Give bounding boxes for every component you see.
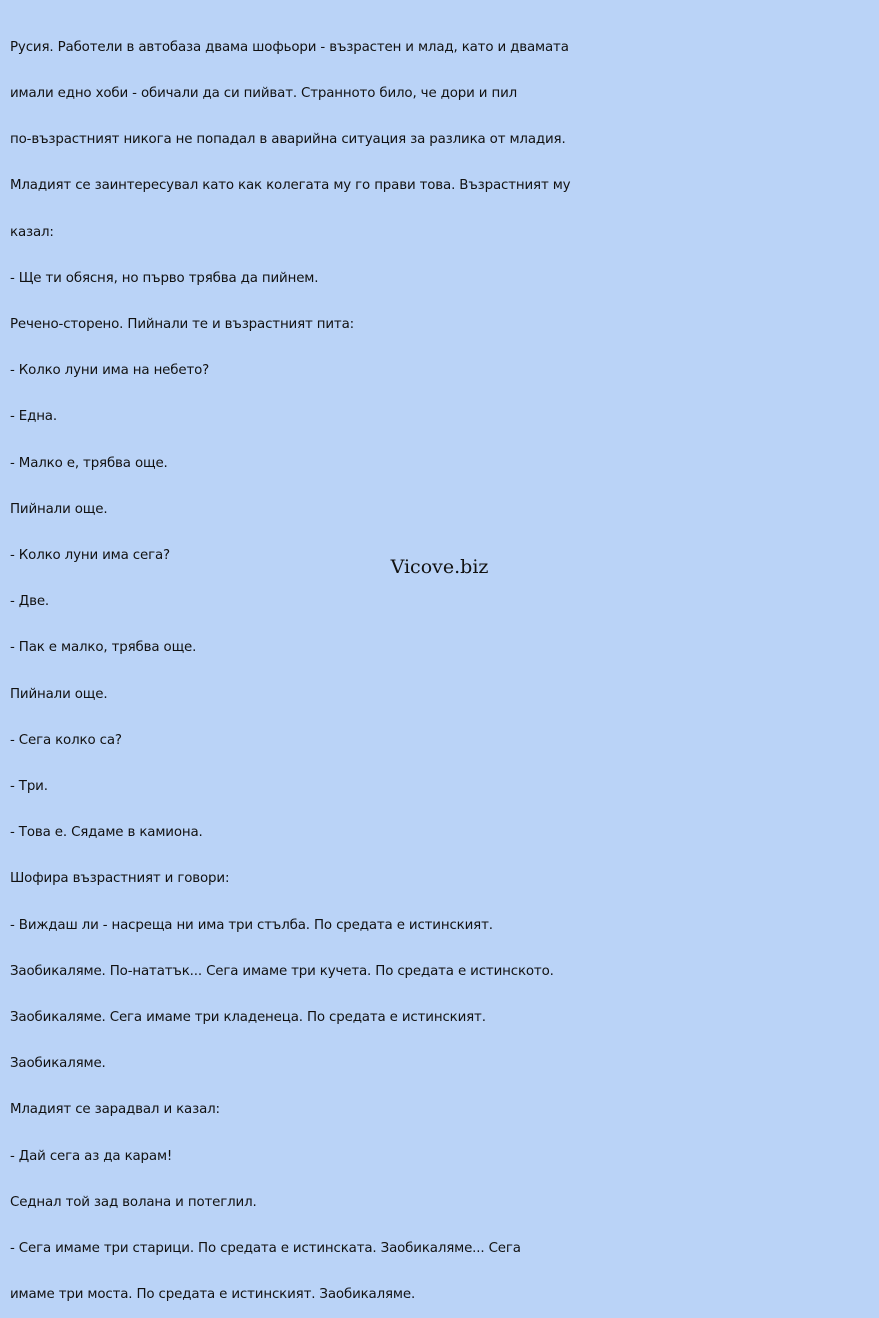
joke-line: по-възрастният никога не попадал в аварийна ситуация за разлика от младия. [10,132,566,148]
joke-line: - Пак е малко, трябва още. [10,640,197,656]
site-name: Vicove.biz [390,556,489,578]
joke-line: Русия. Работели в автобаза двама шофьори - възрастен и млад, като и двамата [10,39,569,55]
joke-line: - Това е. Сядаме в камиона. [10,825,203,841]
joke-line: - Сега имаме три старици. По средата е истинската. Заобикаляме... Сега [10,1241,521,1257]
joke-line: Пийнали още. [10,686,108,702]
joke-line: - Колко луни има на небето? [10,363,210,379]
joke-line: - Ще ти обясня, но първо трябва да пийнем. [10,270,319,286]
joke-line: - Една. [10,409,57,425]
joke-line: Пийнали още. [10,501,108,517]
joke-line: Младият се заинтересувал като как колегата му го прави това. Възрастният му [10,178,571,194]
joke-line: Шофира възрастният и говори: [10,871,230,887]
joke-line: - Сега колко са? [10,732,122,748]
joke-line: - Три. [10,779,48,795]
joke-line: Речено-сторено. Пийнали те и възрастният пита: [10,317,354,333]
joke-line: казал: [10,224,54,240]
joke-line: имаме три моста. По средата е истинският. Заобикаляме. [10,1287,416,1303]
joke-text [10,9,870,1318]
joke-line: Заобикаляме. Сега имаме три кладенеца. По средата е истинският. [10,1010,486,1026]
joke-line: Заобикаляме. [10,1056,106,1072]
joke-line: Младият се зарадвал и казал: [10,1102,220,1118]
joke-line: имали едно хоби - обичали да си пийват. Странното било, че дори и пил [10,86,518,102]
joke-line: - Виждаш ли - насреща ни има три стълба. По средата е истинският. [10,917,493,933]
joke-line: - Дай сега аз да карам! [10,1148,173,1164]
joke-line: - Малко е, трябва още. [10,455,168,471]
joke-line: - Две. [10,594,50,610]
joke-line: Седнал той зад волана и потеглил. [10,1194,257,1210]
joke-line: - Колко луни има сега? [10,548,170,564]
joke-line: Заобикаляме. По-нататък... Сега имаме три кучета. По средата е истинското. [10,963,554,979]
